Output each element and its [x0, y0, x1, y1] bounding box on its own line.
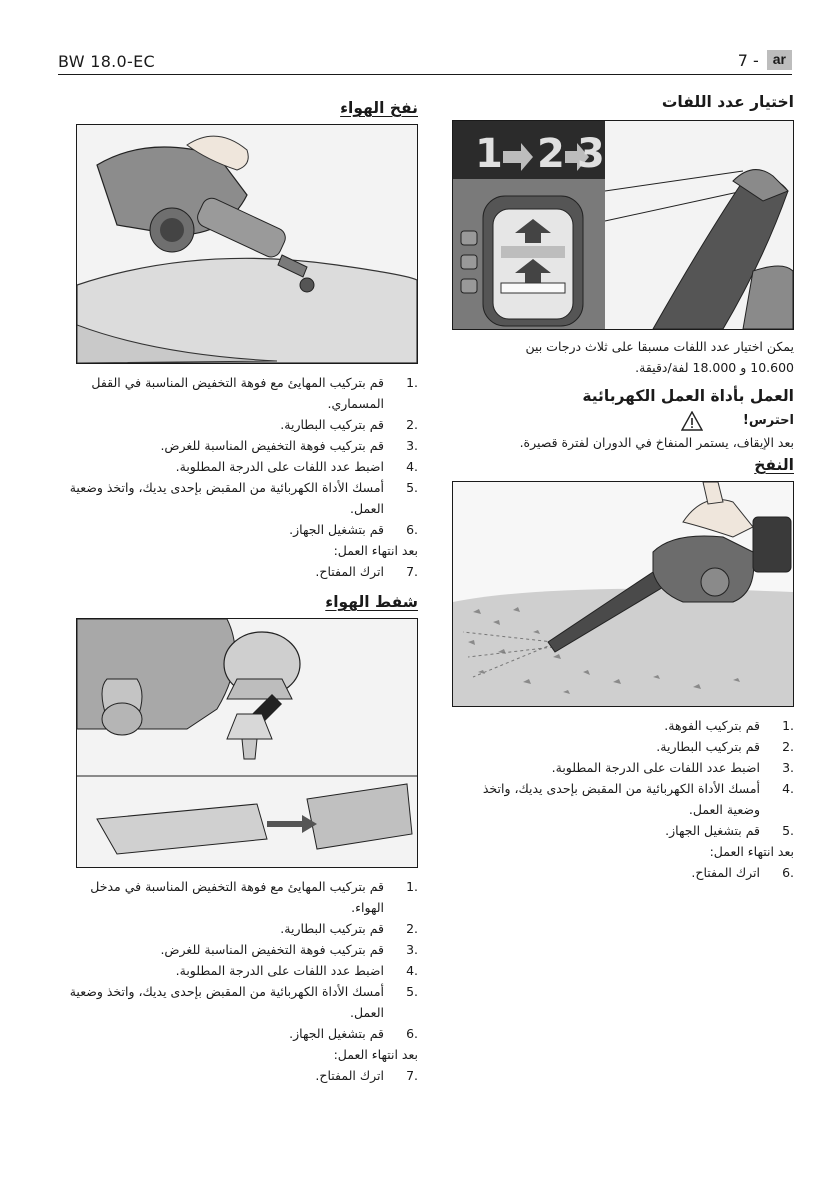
section-title-air-inflation: نفخ الهواء [340, 99, 418, 117]
list-item: 3. قم بتركيب فوهة التخفيض المناسبة للغرض. [160, 942, 418, 957]
speed-level-1: 1 [475, 131, 503, 177]
illustration-leaf-blowing [453, 482, 793, 706]
list-item: 2. قم بتركيب البطارية. [280, 921, 418, 936]
illustration-speed-selector [453, 121, 793, 329]
list-item: 6. اترك المفتاح. [691, 865, 794, 880]
list-item: 3. قم بتركيب فوهة التخفيض المناسبة للغرض. [160, 438, 418, 453]
list-item: 5. أمسك الأداة الكهربائية من المقبض بإحدى يديك، واتخذ وضعية العمل. [69, 480, 418, 516]
section-title-operation: العمل بأداة العمل الكهربائية [582, 387, 794, 405]
right-column [452, 90, 794, 883]
list-item: 2. قم بتركيب البطارية. [656, 739, 794, 754]
air-suction-steps [58, 876, 418, 1044]
list-item: 1. قم بتركيب المهايئ مع فوهة التخفيض المناسبة في القفل المسماري. [91, 375, 418, 411]
illustration-air-suction [77, 619, 417, 867]
list-item: 4. أمسك الأداة الكهربائية من المقبض بإحدى يديك، واتخذ وضعية العمل. [482, 781, 794, 817]
blowing-after: بعد انتهاء العمل: [709, 844, 794, 859]
air-inflation-after: بعد انتهاء العمل: [333, 543, 418, 558]
list-item: 4. اضبط عدد اللفات على الدرجة المطلوبة. [175, 459, 418, 474]
list-item: 7. اترك المفتاح. [315, 564, 418, 579]
page-header-right [738, 50, 792, 70]
list-item: 2. قم بتركيب البطارية. [280, 417, 418, 432]
warning-text: بعد الإيقاف، يستمر المنفاخ في الدوران لفترة قصيرة. [519, 435, 794, 450]
speed-text-line1: يمكن اختيار عدد اللفات مسبقا على ثلاث درجات بين [525, 339, 794, 354]
air-suction-after: بعد انتهاء العمل: [333, 1047, 418, 1062]
speed-level-2: 2 [537, 131, 565, 177]
list-item: 1. قم بتركيب المهايئ مع فوهة التخفيض المناسبة في مدخل الهواء. [90, 879, 418, 915]
document-model: BW 18.0-EC [58, 52, 155, 71]
warning-row [452, 410, 794, 432]
list-item: 7. اترك المفتاح. [315, 1068, 418, 1083]
section-title-speed: اختيار عدد اللفات [661, 93, 794, 111]
air-inflation-steps [58, 372, 418, 540]
header-rule [58, 74, 792, 75]
illustration-mattress-inflation [77, 125, 417, 363]
list-item: 6. قم بتشغيل الجهاز. [289, 522, 418, 537]
page-number: 7 - [737, 50, 759, 70]
warning-label: احترس! [742, 413, 794, 428]
figure-blowing [452, 481, 794, 707]
language-badge: ar [767, 50, 792, 70]
warning-triangle-icon [681, 411, 703, 431]
speed-level-3: 3 [577, 131, 605, 177]
left-column [58, 96, 418, 1086]
list-item: 6. قم بتشغيل الجهاز. [289, 1026, 418, 1041]
list-item: 4. اضبط عدد اللفات على الدرجة المطلوبة. [175, 963, 418, 978]
figure-speed-selection [452, 120, 794, 330]
section-title-blowing: النفخ [754, 456, 794, 474]
figure-air-suction [76, 618, 418, 868]
list-item: 5. أمسك الأداة الكهربائية من المقبض بإحدى يديك، واتخذ وضعية العمل. [69, 984, 418, 1020]
blowing-steps [452, 715, 794, 841]
figure-air-inflation [76, 124, 418, 364]
list-item: 5. قم بتشغيل الجهاز. [665, 823, 794, 838]
list-item: 1. قم بتركيب الفوهة. [664, 718, 794, 733]
list-item: 3. اضبط عدد اللفات على الدرجة المطلوبة. [551, 760, 794, 775]
section-title-air-suction: شفط الهواء [325, 593, 418, 611]
speed-text-line2: 10.600 و 18.000 لفة/دقيقة. [635, 360, 794, 375]
